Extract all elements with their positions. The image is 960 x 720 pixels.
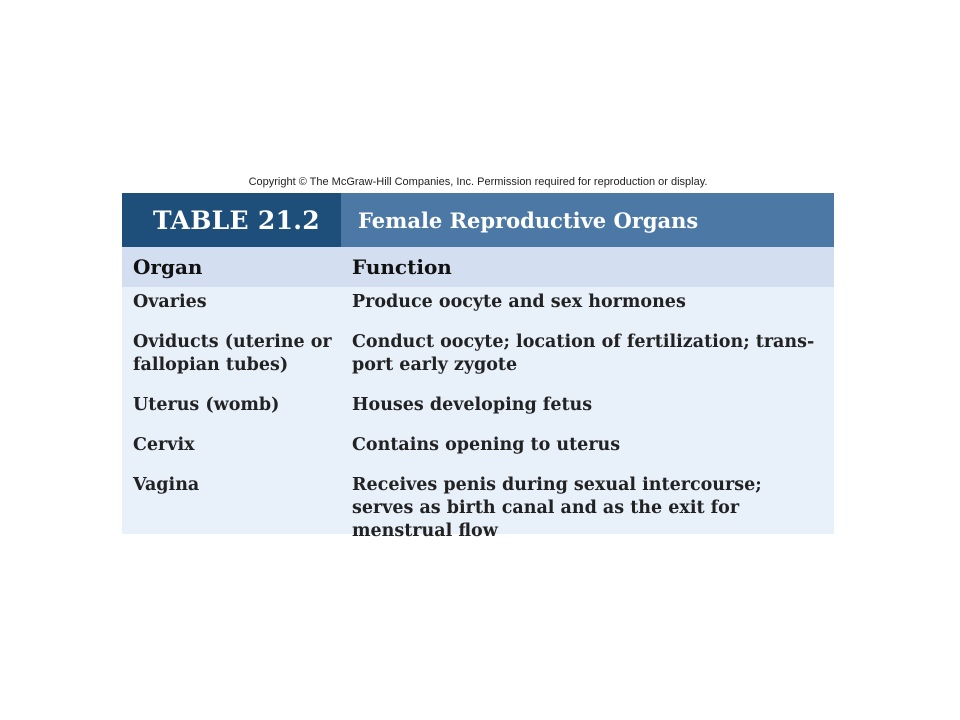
header-function: Function [352,255,452,279]
table-header-row [122,247,834,287]
function-cell: Houses developing fetus [352,395,593,415]
function-cell: Conduct oocyte; location of fertilization; trans-port early zygote [352,332,815,375]
function-cell: Produce oocyte and sex hormones [352,292,686,312]
organ-cell: Vagina [133,475,200,495]
organ-cell: Ovaries [133,292,207,312]
copyright-notice: Copyright © The McGraw-Hill Companies, Inc. Permission required for reproduction or display. [248,176,708,188]
table-title-bar [122,193,834,247]
organ-cell: Cervix [133,435,195,455]
function-cell: Receives penis during sexual intercourse; serves as birth canal and as the exit for menstrual flow [352,475,762,541]
function-cell: Contains opening to uterus [352,435,621,455]
organ-table [122,193,834,541]
organ-cell: Uterus (womb) [133,395,280,415]
table-title: Female Reproductive Organs [341,193,834,247]
table-row [122,291,834,314]
table-number: TABLE 21.2 [122,193,341,247]
table-row [122,331,834,377]
table-body [122,287,834,543]
header-organ: Organ [133,255,203,279]
table-row [122,394,834,417]
organ-cell: Oviducts (uterine or fallopian tubes) [133,332,332,375]
table-row [122,474,834,543]
table-row [122,434,834,457]
